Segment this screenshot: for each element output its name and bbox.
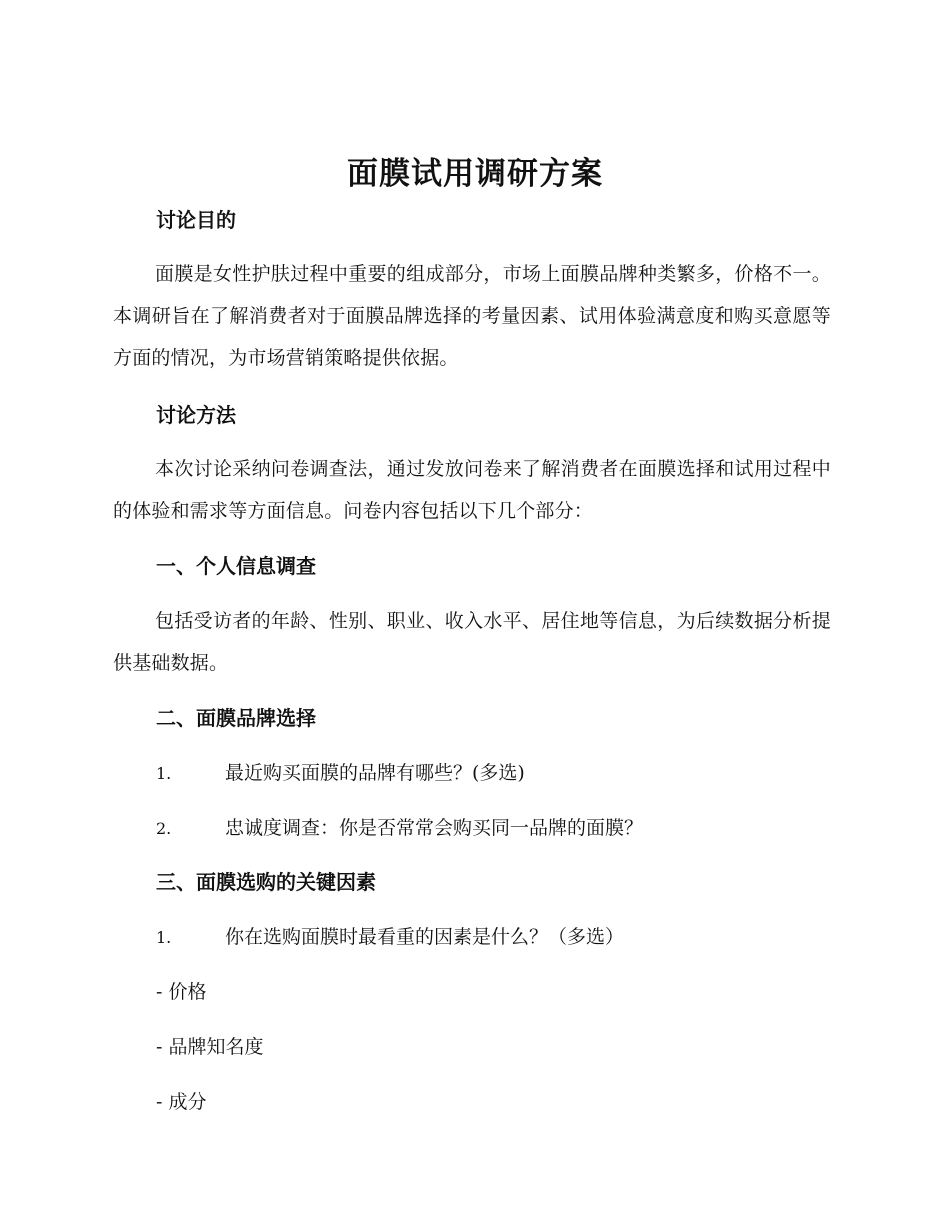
list-text: 最近购买面膜的品牌有哪些？(多选) bbox=[225, 762, 525, 784]
option-price: - 价格 bbox=[156, 981, 207, 1003]
heading-brand-choice: 二、面膜品牌选择 bbox=[156, 706, 316, 730]
list-number: 1. bbox=[156, 764, 172, 783]
list-item bbox=[156, 759, 525, 788]
list-number: 1. bbox=[156, 928, 172, 947]
list-number: 2. bbox=[156, 819, 172, 838]
heading-purpose: 讨论目的 bbox=[156, 208, 236, 232]
heading-method: 讨论方法 bbox=[156, 403, 236, 427]
document-title: 面膜试用调研方案 bbox=[347, 156, 603, 192]
heading-key-factors: 三、面膜选购的关键因素 bbox=[156, 870, 376, 894]
list-text: 你在选购面膜时最看重的因素是什么？（多选） bbox=[225, 926, 625, 948]
paragraph-method: 本次讨论采纳问卷调查法，通过发放问卷来了解消费者在面膜选择和试用过程中的体验和需求等方面信息。问卷内容包括以下几个部分： bbox=[113, 458, 831, 522]
option-brand-awareness: - 品牌知名度 bbox=[156, 1036, 264, 1058]
list-text: 忠诚度调查：你是否常常会购买同一品牌的面膜？ bbox=[225, 817, 644, 839]
heading-personal-info: 一、个人信息调查 bbox=[156, 554, 316, 578]
list-item bbox=[156, 814, 643, 843]
paragraph-personal-info: 包括受访者的年龄、性别、职业、收入水平、居住地等信息，为后续数据分析提供基础数据。 bbox=[113, 610, 831, 674]
list-item bbox=[156, 923, 624, 952]
option-ingredients: - 成分 bbox=[156, 1091, 207, 1113]
paragraph-purpose: 面膜是女性护肤过程中重要的组成部分，市场上面膜品牌种类繁多，价格不一。本调研旨在了解消费者对于面膜品牌选择的考量因素、试用体验满意度和购买意愿等方面的情况，为市场营销策略提供依据。 bbox=[113, 263, 831, 369]
